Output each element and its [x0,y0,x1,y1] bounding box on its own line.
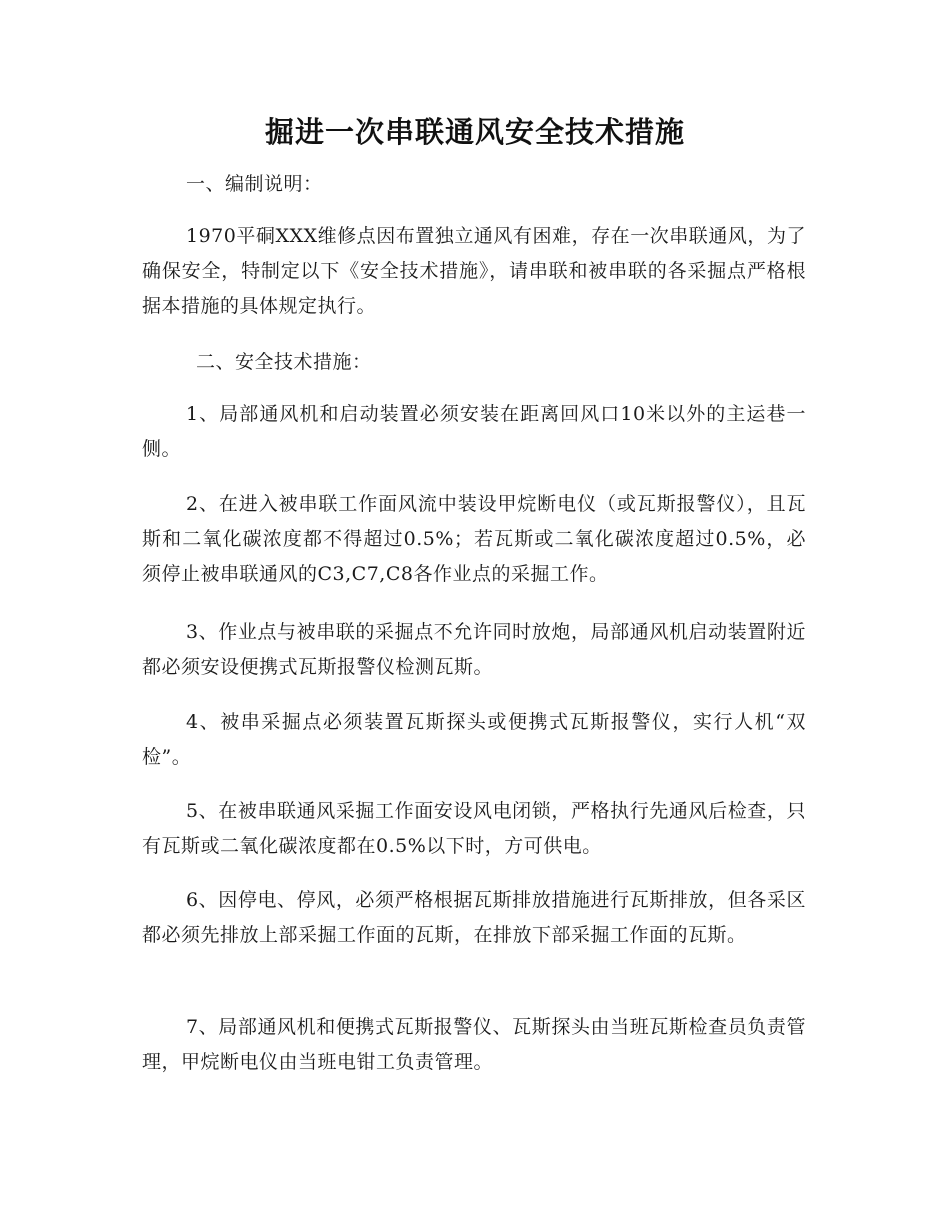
section-heading-compilation: 一、编制说明： [186,173,323,195]
document-title: 掘进一次串联通风安全技术措施 [264,115,685,149]
measure-item-1: 1、局部通风机和启动装置必须安装在距离回风口10米以外的主运巷一侧。 [142,403,806,460]
measure-item-3: 3、作业点与被串联的采掘点不允许同时放炮，局部通风机启动装置附近都必须安设便携式瓦斯报警仪检测瓦斯。 [142,621,806,678]
measure-item-7: 7、局部通风机和便携式瓦斯报警仪、瓦斯探头由当班瓦斯检查员负责管理，甲烷断电仪由当班电钳工负责管理。 [142,1016,806,1073]
measure-item-2: 2、在进入被串联工作面风流中装设甲烷断电仪（或瓦斯报警仪），且瓦斯和二氧化碳浓度都不得超过0.5%；若瓦斯或二氧化碳浓度超过0.5%，必须停止被串联通风的C3,C7,C8各作业点的采掘工作。 [142,493,806,585]
measure-item-4: 4、被串采掘点必须装置瓦斯探头或便携式瓦斯报警仪，实行人机“双检”。 [142,711,806,768]
measure-item-5: 5、在被串联通风采掘工作面安设风电闭锁，严格执行先通风后检查，只有瓦斯或二氧化碳浓度都在0.5%以下时，方可供电。 [142,800,806,857]
measure-item-6: 6、因停电、停风，必须严格根据瓦斯排放措施进行瓦斯排放，但各采区都必须先排放上部采掘工作面的瓦斯，在排放下部采掘工作面的瓦斯。 [142,889,806,946]
compilation-paragraph: 1970平硐XXX维修点因布置独立通风有困难，存在一次串联通风，为了确保安全，特制定以下《安全技术措施》，请串联和被串联的各采掘点严格根据本措施的具体规定执行。 [142,225,806,317]
section-heading-measures: 二、安全技术措施： [196,351,372,373]
